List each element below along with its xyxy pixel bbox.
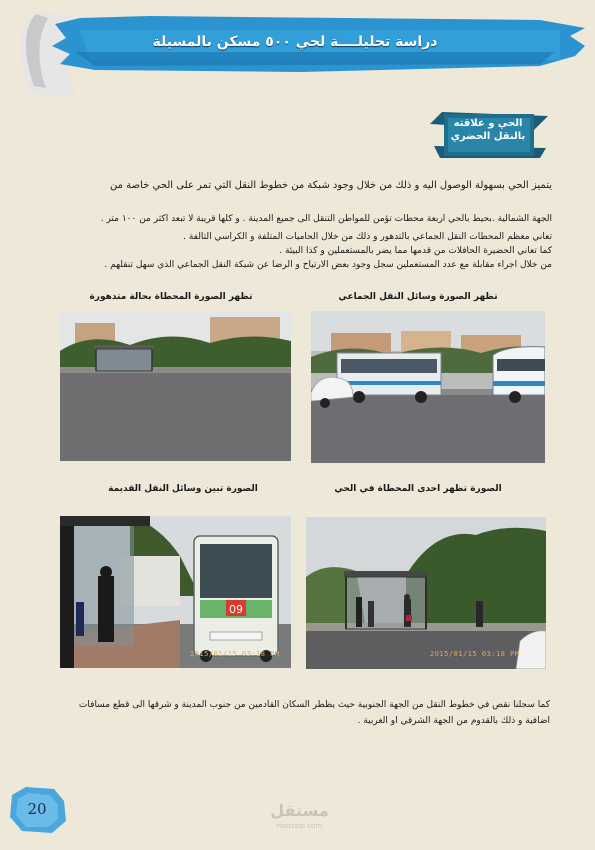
photo-degraded-station [60, 311, 291, 461]
paragraph-condition: تعاني معظم المحطات النقل الجماعي بالتدهور و ذلك من خلال الحاميات المتلفة و الكراسي التالفة . [183, 232, 552, 242]
caption-old-buses: الصورة تبين وسائل النقل القديمة [108, 484, 258, 494]
caption-degraded-station: تظهر الصورة المحطاة بحالة متدهورة [89, 292, 253, 302]
photo-timestamp-left: 2015/01/15 03:18 PM [190, 650, 280, 658]
caption-transport: تظهر الصورة وسائل النقل الجماعي [338, 292, 498, 302]
paragraph-stations: الجهة الشمالية .بحيط بالحي اربعة محطات تؤمن للمواطن التنقل الى جميع المدينة . و كلها قريبة لا تبعد اكثر من ١٠٠ متر . [100, 214, 552, 224]
photo-old-bus [60, 516, 291, 668]
photo-timestamp-right: 2015/01/15 03:18 PM [430, 650, 520, 658]
watermark-brand: مستقل [270, 801, 329, 820]
paragraph-access: يتميز الحي بسهولة الوصول اليه و ذلك من خلال وجود شبكة من خطوط النقل التي تمر على الحي خاصة من [110, 180, 552, 191]
caption-station: الصورة تظهر احدى المحطاة في الحي [334, 484, 502, 494]
section-tag-line1: الحي و علاقته [453, 118, 523, 129]
page-title: دراسة تحليلــــة لحي ٥٠٠ مسكن بالمسيلة [152, 34, 438, 50]
section-tag-label [448, 117, 528, 143]
paragraph-buses: كما تعاني الحضيرة الحافلات من قدمها مما يضر بالمستعملين و كذا البيئة . [279, 246, 552, 256]
paragraph-south-gap: كما سجلنا نقص في خطوط النقل من الجهة الجنوبية حيث يظطر السكان القادمين من جنوب المدينة و شرقها الى قطع مسافات اضافية و ذلك بالقدوم من الجهة الشرقي او الغربية . [78, 700, 550, 726]
watermark-url: mostaql.com [276, 822, 323, 830]
photo-station-people [306, 517, 546, 669]
photo-buses [311, 311, 545, 463]
section-tag-line2: بالنقل الحضري [450, 131, 526, 142]
paragraph-interview: من خلال اجراء مقابلة مع عدد المستعملين سجل وجود بعض الارتياح و الرضا عن شبكة النقل الجماعي الذي سهل تنقلهم . [104, 260, 552, 270]
bus-number: 09 [229, 603, 243, 616]
page-number: 20 [27, 800, 47, 818]
